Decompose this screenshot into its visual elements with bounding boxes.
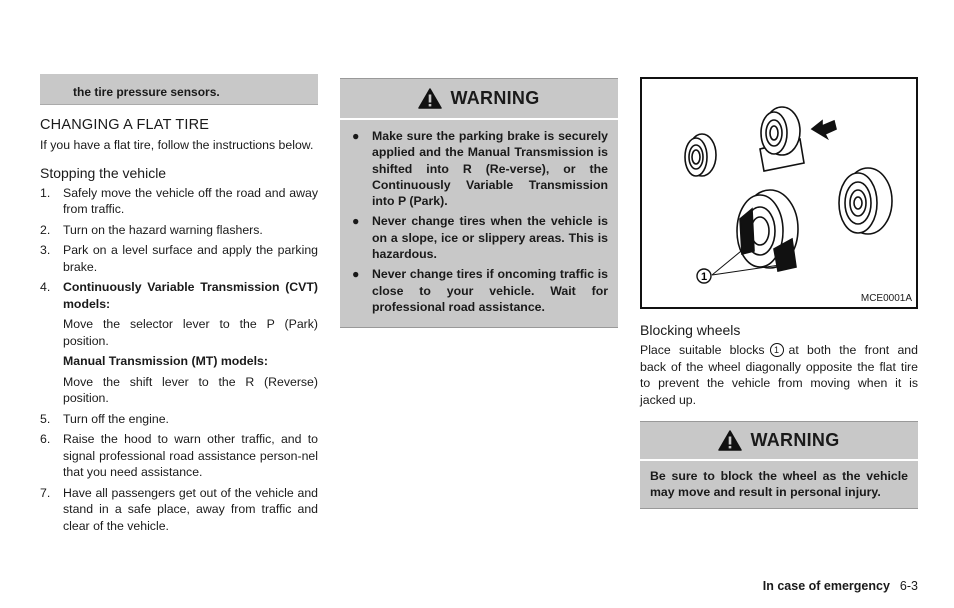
column-left [40,74,318,538]
chapter-title: In case of emergency [762,579,890,593]
steps-list [40,185,318,313]
warning-header [640,422,918,461]
warning-box [340,78,618,328]
steps-list-continued [40,411,318,535]
page-footer [763,579,918,593]
step4-mt-text: Move the shift lever to the R (Reverse) position. [63,374,318,405]
wheel-blocks-illustration [640,77,918,309]
warning-title: WARNING [450,88,540,108]
warning-text: Be sure to block the wheel as the vehicle may move and result in personal injury. [650,469,908,500]
blocking-text: Place suitable blocks 1 at both the front and back of the wheel diagonally opposite the flat tire to prevent the vehicle from moving when it is jacked up. [640,343,918,407]
warning-item: ● Make sure the parking brake is securely applied and the Manual Transmission is shifted into R (Re-verse), or the Continuously Variable Transmission into P (Park). [352,129,608,209]
warning-header [340,79,618,120]
subheading-blocking: Blocking wheels [640,322,741,338]
warning-body [640,461,918,508]
list-item: 6. Raise the hood to warn other traffic, and to signal professional road assistance person-nel that you need assistance. [40,432,318,479]
list-item: 3. Park on a level surface and apply the parking brake. [40,243,318,274]
step4-mt-heading: Manual Transmission (MT) models: [63,354,268,368]
column-middle [340,78,618,328]
section-heading: CHANGING A FLAT TIRE [40,117,210,133]
continued-note-box [40,74,318,105]
arrow-icon [812,121,836,138]
warning-title: WARNING [750,430,840,450]
list-item: 1. Safely move the vehicle off the road and away from traffic. [40,185,318,216]
warning-item: ● Never change tires if oncoming traffic is close to your vehicle. Wait for professional road assistance. [352,267,608,314]
warning-item: ● Never change tires when the vehicle is on a slope, ice or slippery areas. This is hazardous. [352,214,608,262]
callout-number: 1 [700,271,708,283]
page-number: 6-3 [899,579,918,593]
tire-icon [685,134,716,176]
tire-with-block-icon [737,190,798,271]
tire-with-block-icon [760,107,804,171]
callout-one-icon: 1 [770,343,784,357]
subheading-stopping: Stopping the vehicle [40,164,167,181]
tire-icon [839,168,892,234]
list-item: 7. Have all passengers get out of the vehicle and stand in a safe place, away from traffic and clear of the vehicle. [40,485,318,533]
column-right [640,75,918,509]
warning-box [640,421,918,509]
list-item: 2. Turn on the hazard warning flashers. [40,222,263,237]
list-item: 5. Turn off the engine. [40,411,169,426]
step4-cvt-text: Move the selector lever to the P (Park) position. [63,317,318,348]
intro-text: If you have a flat tire, follow the instructions below. [40,138,314,152]
list-item: 4. Continuously Variable Transmission (CVT) models: [40,280,318,311]
warning-body [340,120,618,327]
warning-triangle-icon [718,430,742,451]
continued-text: the tire pressure sensors. [73,85,220,99]
figure-caption: MCE0001A [860,293,912,304]
warning-triangle-icon [418,88,442,109]
tires-drawing [642,79,916,307]
